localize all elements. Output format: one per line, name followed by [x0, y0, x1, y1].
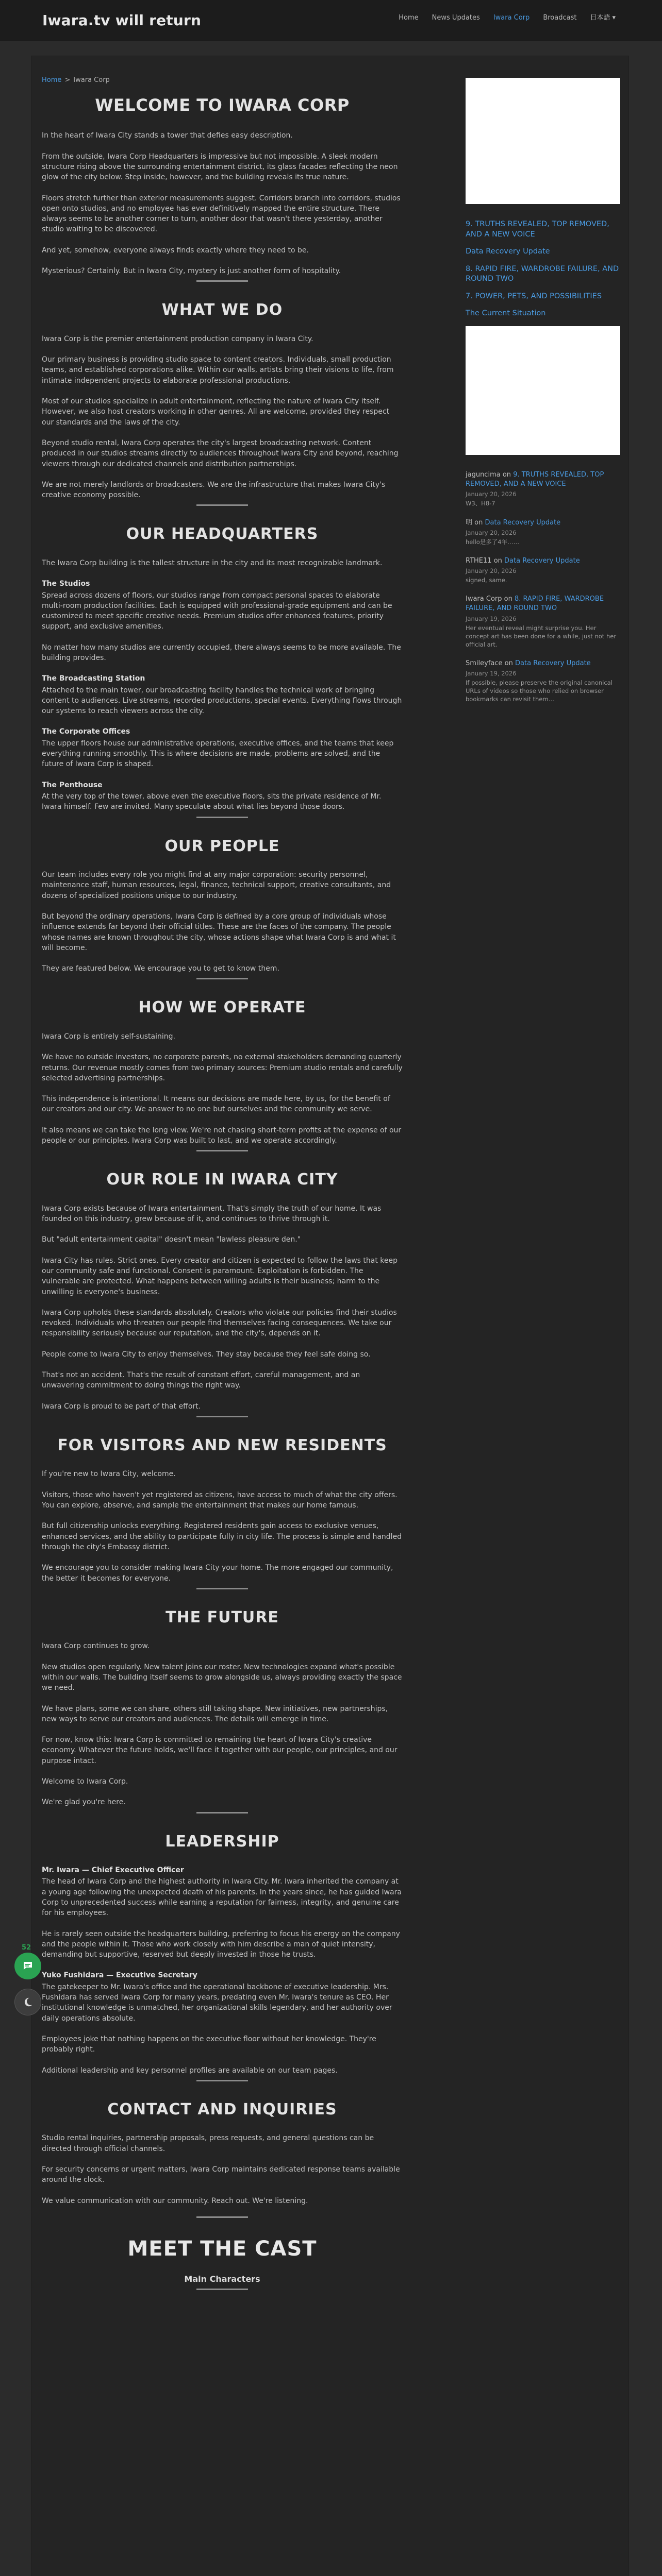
block-text: The head of Iwara Corp and the highest authority in Iwara City. Mr. Iwara inherited the company at a young age following the unexpected death of his parents. In the years since, he has guided Iwara Corp to unprecedented success while earning a reputation for fairness, integrity, and genuine care for his employees. — [42, 1877, 402, 1918]
nav-news-updates[interactable]: News Updates — [432, 14, 480, 22]
comment-date: January 20, 2026 — [466, 490, 517, 498]
ad-banner[interactable] — [466, 326, 620, 455]
nav-home[interactable]: Home — [399, 14, 419, 22]
comment-date: January 19, 2026 — [466, 615, 517, 622]
role-section — [42, 1204, 403, 1412]
comment-author[interactable]: jaguncima — [466, 470, 501, 479]
block-heading: The Penthouse — [42, 781, 103, 789]
comment-excerpt: W3、H8-7 — [466, 500, 495, 507]
comment-post-link[interactable]: Data Recovery Update — [485, 518, 561, 527]
paragraph: Visitors, those who haven't yet registered as citizens, have access to much of what the city offers. You can explore, observe, and sample the entertainment that makes our home famous. — [42, 1490, 398, 1510]
sidebar-post-link[interactable]: 8. RAPID FIRE, WARDROBE FAILURE, AND ROUND TWO — [466, 264, 619, 283]
language-select[interactable] — [590, 13, 616, 23]
comment-on: on — [504, 659, 513, 667]
site-title[interactable]: Iwara.tv will return — [42, 12, 202, 29]
section-title-what-we-do: WHAT WE DO — [42, 299, 403, 321]
comment-post-link[interactable]: 9. TRUTHS REVEALED, TOP REMOVED, AND A NEW VOICE — [466, 470, 604, 488]
comment-item — [466, 518, 620, 546]
paragraph: And yet, somehow, everyone always finds exactly where they need to be. — [42, 246, 309, 255]
block-heading: Yuko Fushidara — Executive Secretary — [42, 1971, 197, 1980]
hq-intro: The Iwara Corp building is the tallest structure in the city and its most recognizable landmark. — [42, 558, 383, 567]
paragraph: Floors stretch further than exterior measurements suggest. Corridors branch into corridors, studios open onto studios, and no employee has ever definitively mapped the entire structure. There always seems to be another corner to turn, another door that wasn't there yesterday, another studio waiting to be discovered. — [42, 194, 401, 234]
breadcrumb-home[interactable]: Home — [42, 76, 62, 84]
paragraph: We encourage you to consider making Iwara City your home. The more engaged our community, the better it becomes for everyone. — [42, 1564, 393, 1583]
comment-on: on — [502, 470, 511, 479]
language-label: 日本語 — [590, 14, 610, 22]
paragraph: Iwara Corp is entirely self-sustaining. — [42, 1032, 175, 1041]
future-section — [42, 1641, 403, 1807]
sidebar — [466, 78, 620, 714]
paragraph: Iwara Corp exists because of Iwara entertainment. That's simply the truth of our home. It was founded on this industry, grew because of it, and continues to thrive through it. — [42, 1204, 382, 1224]
paragraph: We are not merely landlords or broadcasters. We are the infrastructure that makes Iwara City's creative economy possible. — [42, 480, 386, 500]
comment-author[interactable]: 明 — [466, 518, 473, 527]
content-block — [42, 1929, 403, 1960]
page-title: WELCOME TO IWARA CORP — [95, 95, 350, 115]
block-text: He is rarely seen outside the headquarters building, preferring to focus his energy on the company and the people within it. Those who work closely with him describe a man of quiet intensity, demanding but supportive, reserved but deeply invested in those he trusts. — [42, 1929, 400, 1959]
ad-banner[interactable] — [466, 78, 620, 204]
meet-the-cast-title: MEET THE CAST — [42, 2234, 403, 2264]
paragraph: But "adult entertainment capital" doesn't mean "lawless pleasure den." — [42, 1235, 301, 1244]
paragraph: That's not an accident. That's the result of constant effort, careful management, and an unwavering commitment to doing things the right way. — [42, 1371, 360, 1390]
block-text: The upper floors house our administrative operations, executive offices, and the teams that keep everything running smoothly. This is where decisions are made, problems are solved, and the future of Iwara Corp is shaped. — [42, 739, 394, 769]
dark-mode-toggle[interactable] — [14, 1989, 41, 2015]
content-block — [42, 2034, 403, 2055]
comment-author[interactable]: Iwara Corp — [466, 595, 502, 603]
paragraph: Iwara Corp is the premier entertainment production company in Iwara City. — [42, 334, 313, 343]
paragraph: We have no outside investors, no corporate parents, no external stakeholders demanding quarterly returns. Our revenue mostly comes from two primary sources: Premium studio rentals and carefully selected advertising partnerships. — [42, 1053, 403, 1082]
breadcrumb — [42, 76, 110, 86]
chat-button[interactable] — [14, 1953, 41, 1979]
paragraph: This independence is intentional. It means our decisions are made here, by us, for the benefit of our creators and our city. We answer to no one but ourselves and the community we serve. — [42, 1095, 390, 1114]
top-navbar — [0, 0, 662, 41]
breadcrumb-current: Iwara Corp — [73, 76, 110, 84]
comment-author[interactable]: Smileyface — [466, 659, 503, 667]
content-block — [42, 642, 403, 664]
block-text: Spread across dozens of floors, our studios range from compact personal spaces to elaborate multi-room production facilities. Each is equipped with professional-grade equipment and can be customized to meet specific creative needs. Premium studios offer enhanced features, priority support, and exclusive amenities. — [42, 591, 392, 631]
comment-date: January 19, 2026 — [466, 670, 517, 677]
section-title-leadership: LEADERSHIP — [42, 1831, 403, 1853]
moon-icon — [22, 1996, 34, 2008]
comment-item — [466, 659, 620, 704]
comment-excerpt: hello是多了4年…… — [466, 538, 520, 546]
comment-on: on — [504, 595, 512, 603]
comment-date: January 20, 2026 — [466, 529, 517, 536]
section-title-role: OUR ROLE IN IWARA CITY — [42, 1168, 403, 1191]
section-title-visitors: FOR VISITORS AND NEW RESIDENTS — [42, 1434, 403, 1457]
main-content — [42, 88, 403, 2285]
paragraph: For now, know this: Iwara Corp is committed to remaining the heart of Iwara City's creative economy. Whatever the future holds, we'll face it together with our people, our principles, and our purpose intact. — [42, 1736, 398, 1765]
sidebar-post-link[interactable]: Data Recovery Update — [466, 247, 550, 256]
paragraph: Iwara City has rules. Strict ones. Every creator and citizen is expected to follow the laws that keep our community safe and functional. Consent is paramount. Exploitation is forbidden. The vulnerable are protected. What happens between willing adults is their business; harm to the unwilling is everyone's business. — [42, 1256, 398, 1296]
nav-iwara-corp[interactable]: Iwara Corp — [493, 14, 530, 22]
block-text: The gatekeeper to Mr. Iwara's office and the operational backbone of executive leadership. Mrs. Fushidara has served Iwara Corp for many years, predating even Mr. Iwara's tenure as CEO. Her institutional knowledge is unmatched, her organizational skills legendary, and her authority over daily operations absolute. — [42, 1982, 392, 2023]
block-text: At the very top of the tower, above even the executive floors, sits the private residence of Mr. Iwara himself. Few are invited. Many speculate about what lies beyond those doors. — [42, 792, 382, 811]
comment-excerpt: signed, same. — [466, 577, 507, 584]
paragraph: But beyond the ordinary operations, Iwara Corp is defined by a core group of individuals whose influence extends far beyond their official titles. These are the faces of the company. The people whose names are known throughout the city, whose actions shape what Iwara Corp is and what it will become. — [42, 912, 396, 952]
block-heading: Mr. Iwara — Chief Executive Officer — [42, 1866, 184, 1875]
paragraph: Most of our studios specialize in adult entertainment, reflecting the nature of Iwara City itself. However, we also host creators working in other genres. All are welcome, provided they respect our standards and the laws of the city. — [42, 397, 390, 427]
operate-section — [42, 1031, 403, 1146]
paragraph: People come to Iwara City to enjoy themselves. They stay because they feel safe doing so. — [42, 1350, 371, 1359]
section-title-operate: HOW WE OPERATE — [42, 996, 403, 1019]
paragraph: But full citizenship unlocks everything. Registered residents gain access to exclusive venues, enhanced services, and the ability to participate fully in city life. The process is simple and handled through the city's Embassy district. — [42, 1522, 402, 1551]
paragraph: Iwara Corp upholds these standards absolutely. Creators who violate our policies find their studios revoked. Individuals who threaten our people find themselves facing consequences. We take our responsibility seriously because our reputation, and the city's, depends on it. — [42, 1308, 397, 1338]
block-text: No matter how many studios are currently occupied, there always seems to be more available. The building provides. — [42, 643, 401, 662]
block-heading: The Broadcasting Station — [42, 674, 145, 683]
intro-section — [42, 130, 403, 276]
content-block — [42, 1970, 403, 2023]
section-title-future: THE FUTURE — [42, 1606, 403, 1629]
headquarters-section — [42, 579, 403, 812]
comment-excerpt: Her eventual reveal might surprise you. Her concept art has been done for a while, just not her official art. — [466, 624, 617, 648]
comment-item — [466, 470, 620, 508]
comment-post-link[interactable]: 8. RAPID FIRE, WARDROBE FAILURE, AND ROUND TWO — [466, 595, 604, 613]
block-heading: The Studios — [42, 580, 90, 588]
block-text: Additional leadership and key personnel profiles are available on our team pages. — [42, 2066, 338, 2075]
people-section — [42, 870, 403, 974]
recent-comments — [466, 470, 620, 704]
paragraph: Studio rental inquiries, partnership proposals, press requests, and general questions can be directed through official channels. — [42, 2134, 374, 2153]
content-block — [42, 2065, 403, 2076]
paragraph: Welcome to Iwara Corp. — [42, 1777, 128, 1786]
paragraph: From the outside, Iwara Corp Headquarters is impressive but not impossible. A sleek modern structure rising above the surrounding entertainment district, its glass facades reflecting the neon glow of the city below. Step inside, however, and the building reveals its true nature. — [42, 152, 398, 182]
chat-icon — [22, 1960, 34, 1972]
section-title-contact: CONTACT AND INQUIRIES — [42, 2098, 403, 2121]
sidebar-post-link[interactable]: 9. TRUTHS REVEALED, TOP REMOVED, AND A NEW VOICE — [466, 220, 609, 239]
paragraph: We have plans, some we can share, others still taking shape. New initiatives, new partnerships, new ways to serve our creators and audiences. The details will emerge in time. — [42, 1704, 388, 1723]
contact-section — [42, 2133, 403, 2206]
block-heading: The Corporate Offices — [42, 727, 130, 736]
content-block — [42, 726, 403, 769]
paragraph: Our team includes every role you might find at any major corporation: security personnel, maintenance staff, human resources, legal, finance, technical support, creative consultants, and dozens of specialized positions unique to our industry. — [42, 871, 391, 900]
what-we-do-section — [42, 334, 403, 501]
leadership-section — [42, 1865, 403, 2076]
comment-date: January 20, 2026 — [466, 567, 517, 575]
comment-excerpt: If possible, please preserve the original canonical URLs of videos so those who relied on browser bookmarks can revisit them… — [466, 679, 613, 703]
paragraph: If you're new to Iwara City, welcome. — [42, 1470, 176, 1479]
section-title-people: OUR PEOPLE — [42, 835, 403, 858]
paragraph: In the heart of Iwara City stands a tower that defies easy description. — [42, 131, 293, 140]
paragraph: Mysterious? Certainly. But in Iwara City, mystery is just another form of hospitality. — [42, 267, 341, 276]
comment-on: on — [493, 556, 502, 565]
nav-broadcast[interactable]: Broadcast — [543, 14, 577, 22]
paragraph: Iwara Corp is proud to be part of that effort. — [42, 1402, 201, 1411]
content-block — [42, 1865, 403, 1918]
comment-item — [466, 595, 620, 649]
content-block — [42, 780, 403, 812]
paragraph: Beyond studio rental, Iwara Corp operates the city's largest broadcasting network. Content produced in our studios streams directly to audiences throughout Iwara City and beyond, reaching viewers through our dedicated channels and distribution partnerships. — [42, 438, 399, 468]
page-container — [31, 56, 629, 2576]
paragraph: Our primary business is providing studio space to content creators. Individuals, small production teams, and established corporations alike. Within our walls, artists bring their visions to life, from intimate independent projects to elaborate professional productions. — [42, 355, 394, 385]
breadcrumb-separator: > — [64, 76, 71, 84]
paragraph: We're glad you're here. — [42, 1798, 126, 1807]
chevron-down-icon: ▾ — [612, 14, 616, 22]
content-block — [42, 673, 403, 716]
sidebar-post-link[interactable]: The Current Situation — [466, 309, 546, 318]
main-nav — [399, 13, 616, 23]
chat-badge: 52 — [22, 1944, 31, 1952]
block-text: Attached to the main tower, our broadcasting facility handles the technical work of bringing content to audiences. Live streams, recorded productions, special events. Everything flows through our systems to reach viewers across the city. — [42, 686, 402, 716]
comment-item — [466, 556, 620, 584]
paragraph: New studios open regularly. New talent joins our roster. New technologies expand what's possible within our walls. The building itself seems to grow alongside us, always providing exactly the space we need. — [42, 1663, 402, 1692]
paragraph: It also means we can take the long view. We're not chasing short-term profits at the expense of our people or our principles. Iwara Corp was built to last, and we operate accordingly. — [42, 1126, 402, 1145]
comment-author[interactable]: RTHE11 — [466, 556, 492, 565]
paragraph: For security concerns or urgent matters, Iwara Corp maintains dedicated response teams available around the clock. — [42, 2165, 400, 2184]
visitors-section — [42, 1469, 403, 1583]
comment-post-link[interactable]: Data Recovery Update — [504, 556, 580, 565]
comment-on: on — [474, 518, 483, 527]
paragraph: Iwara Corp continues to grow. — [42, 1642, 150, 1651]
content-block — [42, 579, 403, 632]
main-characters-heading: Main Characters — [42, 2273, 403, 2285]
block-text: Employees joke that nothing happens on the executive floor without her knowledge. They're probably right. — [42, 2035, 376, 2054]
section-title-headquarters: OUR HEADQUARTERS — [42, 523, 403, 546]
paragraph: They are featured below. We encourage you to get to know them. — [42, 964, 279, 973]
comment-post-link[interactable]: Data Recovery Update — [515, 659, 591, 667]
paragraph: We value communication with our community. Reach out. We're listening. — [42, 2196, 308, 2205]
sidebar-post-link[interactable]: 7. POWER, PETS, AND POSSIBILITIES — [466, 292, 602, 300]
